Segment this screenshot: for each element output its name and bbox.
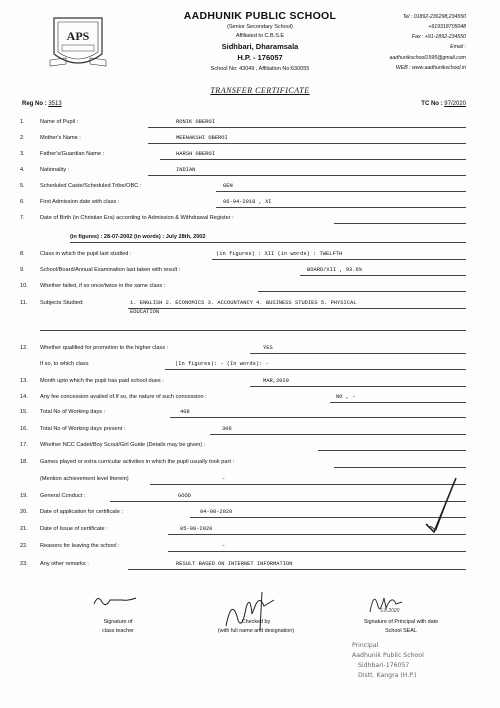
subjects-value: 1. ENGLISH 2. ECONOMICS 3. ACCOUNTANCY 4. BUSINESS STUDIES 5. PHYSICAL [130, 300, 357, 306]
conduct-value: GOOD [178, 493, 191, 499]
school-logo-icon [48, 14, 108, 72]
field-number: 15. [20, 409, 28, 415]
affiliation: Affiliated to C.B.S.E [235, 33, 285, 39]
concession-value: NO , - [336, 394, 356, 400]
underline [168, 551, 466, 552]
phone: Tel : 01892-236298,234550 [402, 14, 466, 20]
field-label: Name of Pupil : [40, 119, 79, 125]
field-label: Whether NCC Cadet/Boy Scout/Girl Guide (Details may be given) : [40, 442, 206, 448]
underline [212, 259, 466, 260]
mother-name-value: MEENAKSHI OBEROI [176, 135, 228, 141]
field-number: 4. [20, 167, 25, 173]
field-label: Date of Issue of certificate : [40, 526, 108, 532]
stamp-line-4: Distt. Kangra (H.P.) [358, 672, 417, 679]
field-number: 11. [20, 300, 28, 306]
teacher-signature-label [78, 619, 158, 634]
email-label: Email : [450, 44, 466, 50]
field-label: Month upto which the pupil has paid school dues : [40, 378, 164, 384]
tc-label: TC No : [421, 101, 443, 107]
admission-value: 06-04-2018 , XI [223, 199, 272, 205]
subjects-value-cont: EDUCATION [130, 309, 160, 315]
sig-line: Signature of [103, 619, 133, 625]
field-number: 10. [20, 283, 28, 289]
sig-line: (with full name and designation) [217, 628, 295, 634]
underline [40, 330, 466, 331]
underline [70, 242, 466, 243]
activities-value: - [222, 476, 226, 482]
teacher-signature [92, 592, 138, 610]
field-label: Nationality : [40, 167, 70, 173]
field-label: Any fee concession availed of.If so, the nature of such concession : [40, 394, 207, 400]
sig-line: Checked by [241, 619, 271, 625]
field-number: 5. [20, 183, 25, 189]
underline [330, 402, 466, 403]
school-address: Sidhbari, Dharamsala [221, 42, 299, 51]
field-label: Whether failed, if so once/twice in the same class : [40, 283, 166, 289]
promotion-value: YES [263, 345, 273, 351]
field-label: Total No of Working days present : [40, 426, 126, 432]
exam-result-value: BOARD/XII , 93.6% [307, 267, 362, 273]
underline [250, 386, 466, 387]
field-number: 20. [20, 509, 28, 515]
dob-value: (in figures) : 28-07-2002 (in words) : July 28th, 2002 [70, 234, 206, 240]
sig-line: Signature of Principal with date [363, 619, 439, 625]
field-label: School/Board/Annual Examination last taken with result : [40, 267, 181, 273]
field-number: 21. [20, 526, 28, 532]
underline [148, 175, 466, 176]
field-number: 23. [20, 561, 28, 567]
underline [150, 484, 466, 485]
field-label: Total No of Working days : [40, 409, 106, 415]
stamp-line-2: Aadhunik Public School [352, 652, 424, 659]
field-label: Scheduled Caste/Scheduled Tribe/OBC : [40, 183, 142, 189]
school-name: AADHUNIK PUBLIC SCHOOL [183, 10, 337, 22]
father-name-value: HARSH OBEROI [176, 151, 215, 157]
checker-signature-label [196, 619, 316, 634]
tc-number [421, 101, 466, 107]
underline [210, 434, 466, 435]
fax: Fax : +91-1892-234550 [411, 34, 466, 40]
phone-2: +919318705048 [428, 24, 466, 30]
underline [216, 191, 466, 192]
field-number: 9. [20, 267, 25, 273]
underline [165, 369, 466, 370]
reg-label: Reg No : [22, 101, 47, 107]
field-number: 3. [20, 151, 25, 157]
nationality-value: INDIAN [176, 167, 196, 173]
tick-mark-icon [424, 476, 458, 534]
field-number: 22. [20, 543, 28, 549]
field-label: Reasons for leaving the school : [40, 543, 120, 549]
underline [128, 308, 466, 309]
stamp-line-3: Sidhbari-176057 [358, 662, 410, 669]
pupil-name-value: RONIK OBEROI [176, 119, 215, 125]
dues-value: MAR,2020 [263, 378, 289, 384]
days-present-value: 306 [222, 426, 232, 432]
underline [300, 275, 466, 276]
field-number: 13. [20, 378, 28, 384]
field-label: (Mention achievement level therein) [40, 476, 129, 482]
stamp-line-1: Principal [352, 642, 379, 649]
email: aadhunikschool1995@gmail.com [389, 55, 466, 61]
field-label: Date of application for certificate : [40, 509, 124, 515]
field-label: First Admission date with class : [40, 199, 120, 205]
field-number: 8. [20, 251, 25, 257]
underline [148, 143, 466, 144]
next-class-value: (In figures): - (In words): - [175, 361, 269, 367]
reg-value: 3513 [48, 101, 62, 107]
field-label: Games played or extra curricular activities in which the pupil usually took part : [40, 459, 235, 465]
issue-date-value: 05-08-2020 [180, 526, 213, 532]
underline [148, 127, 466, 128]
underline [160, 159, 466, 160]
reg-number [22, 101, 62, 107]
document-title: TRANSFER CERTIFICATE [210, 86, 310, 95]
field-number: 17. [20, 442, 28, 448]
working-days-value: 408 [180, 409, 190, 415]
underline [110, 501, 466, 502]
remarks-value: RESULT BASED ON INTERNET INFORMATION [176, 561, 293, 567]
field-number: 14. [20, 394, 28, 400]
field-label: Mother's Name : [40, 135, 81, 141]
category-value: GEN [223, 183, 233, 189]
field-label: Class in which the pupil last studied : [40, 251, 132, 257]
field-number: 16. [20, 426, 28, 432]
field-label: Date of Birth (in Christian Era) according to Admission & Withdrawal Register : [40, 215, 234, 221]
underline [216, 207, 466, 208]
underline [258, 291, 466, 292]
underline [250, 353, 466, 354]
sig-line: class teacher [102, 628, 134, 634]
field-number: 6. [20, 199, 25, 205]
field-label: Father's/Guardian Name : [40, 151, 105, 157]
field-number: 1. [20, 119, 25, 125]
school-codes: School No: 43049 , Affiliation No:630055 [210, 66, 310, 72]
underline [334, 467, 466, 468]
leaving-reason-value: - [222, 543, 226, 549]
underline [168, 534, 466, 535]
underline [170, 417, 466, 418]
field-label: If so, to which class [40, 361, 89, 367]
principal-signature-label [338, 619, 464, 634]
last-class-value: (in figures) : XII (in words) : TWELFTH [216, 251, 343, 257]
underline [128, 569, 466, 570]
field-number: 7. [20, 215, 25, 221]
school-type: (Senior Secondary School) [227, 24, 293, 30]
underline [334, 223, 466, 224]
field-label: Subjects Studied: [40, 300, 84, 306]
field-number: 2. [20, 135, 25, 141]
field-label: Whether qualified for promotion to the higher class : [40, 345, 169, 351]
tc-value: 97/2020 [444, 101, 466, 107]
application-date-value: 04-08-2020 [200, 509, 233, 515]
field-label: Any other remarks : [40, 561, 89, 567]
school-state: H.P. - 176057 [237, 53, 283, 62]
field-label: General Conduct : [40, 493, 86, 499]
principal-sign-date: 5.8.2020 [380, 608, 400, 614]
underline [318, 450, 466, 451]
sig-line: School SEAL [385, 628, 417, 634]
website: WEB : www.aadhunikschool.in [395, 65, 466, 71]
field-number: 19. [20, 493, 28, 499]
field-number: 12. [20, 345, 28, 351]
svg-text:APS: APS [66, 29, 90, 43]
field-number: 18. [20, 459, 28, 465]
